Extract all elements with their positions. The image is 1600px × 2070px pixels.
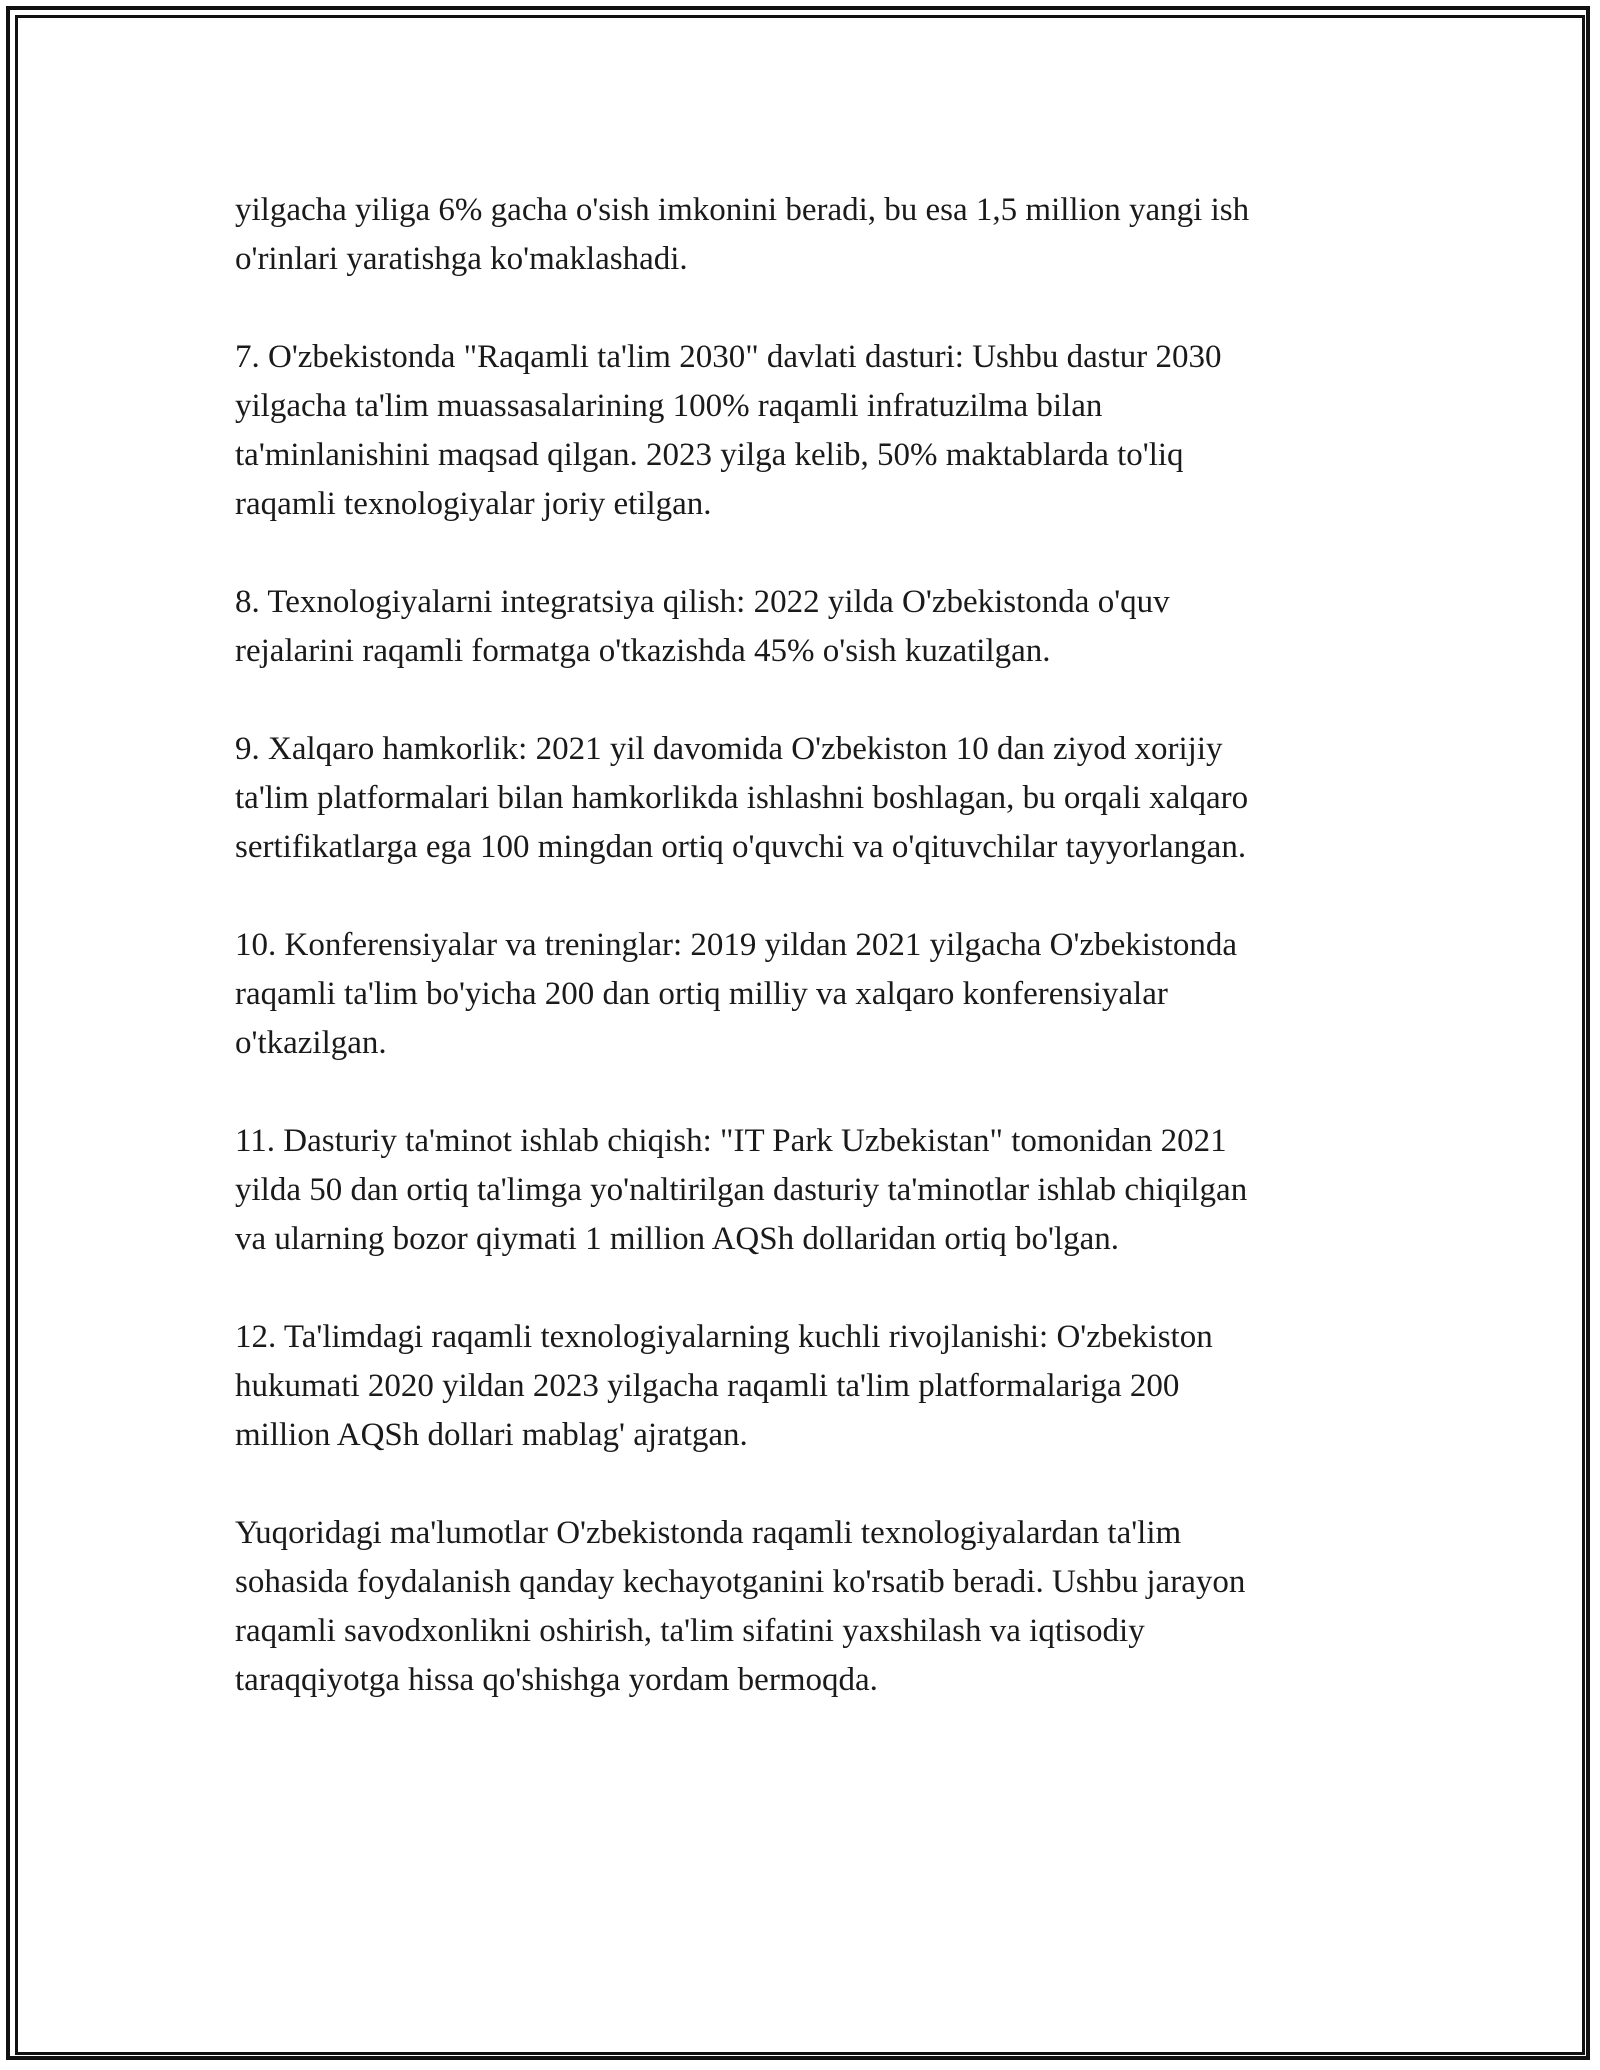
text-line: rejalarini raqamli formatga o'tkazishda 45% o'sish kuzatilgan. bbox=[235, 633, 1051, 669]
text-line: 8. Texnologiyalarni integratsiya qilish: 2022 yilda O'zbekistonda o'quv bbox=[235, 584, 1170, 620]
text-line: o'tkazilgan. bbox=[235, 1025, 387, 1061]
paragraph-conclusion bbox=[235, 1509, 1385, 1705]
text-line: yilda 50 dan ortiq ta'limga yo'naltirilgan dasturiy ta'minotlar ishlab chiqilgan bbox=[235, 1172, 1248, 1208]
text-line: sertifikatlarga ega 100 mingdan ortiq o'quvchi va o'qituvchilar tayyorlangan. bbox=[235, 829, 1247, 865]
text-line: sohasida foydalanish qanday kechayotganini ko'rsatib beradi. Ushbu jarayon bbox=[235, 1564, 1246, 1600]
text-line: 10. Konferensiyalar va treninglar: 2019 yildan 2021 yilgacha O'zbekistonda bbox=[235, 927, 1238, 963]
text-line: Yuqoridagi ma'lumotlar O'zbekistonda raqamli texnologiyalardan ta'lim bbox=[235, 1515, 1182, 1551]
paragraph-item-8 bbox=[235, 578, 1385, 676]
paragraph-item-9 bbox=[235, 725, 1385, 872]
paragraph-item-12 bbox=[235, 1313, 1385, 1460]
text-line: 7. O'zbekistonda "Raqamli ta'lim 2030" davlati dasturi: Ushbu dastur 2030 bbox=[235, 339, 1222, 375]
text-line: raqamli texnologiyalar joriy etilgan. bbox=[235, 486, 712, 522]
text-line: yilgacha yiliga 6% gacha o'sish imkonini beradi, bu esa 1,5 million yangi ish bbox=[235, 192, 1250, 228]
text-line: hukumati 2020 yildan 2023 yilgacha raqamli ta'lim platformalariga 200 bbox=[235, 1368, 1180, 1404]
text-line: 9. Xalqaro hamkorlik: 2021 yil davomida O'zbekiston 10 dan ziyod xorijiy bbox=[235, 731, 1223, 767]
text-line: ta'lim platformalari bilan hamkorlikda ishlashni boshlagan, bu orqali xalqaro bbox=[235, 780, 1249, 816]
paragraph-item-11 bbox=[235, 1117, 1385, 1264]
document-body bbox=[235, 186, 1385, 1754]
text-line: va ularning bozor qiymati 1 million AQSh dollaridan ortiq bo'lgan. bbox=[235, 1221, 1119, 1257]
paragraph-intro-continuation bbox=[235, 186, 1385, 284]
text-line: taraqqiyotga hissa qo'shishga yordam bermoqda. bbox=[235, 1662, 878, 1698]
text-line: yilgacha ta'lim muassasalarining 100% raqamli infratuzilma bilan bbox=[235, 388, 1103, 424]
text-line: o'rinlari yaratishga ko'maklashadi. bbox=[235, 241, 688, 277]
text-line: raqamli ta'lim bo'yicha 200 dan ortiq milliy va xalqaro konferensiyalar bbox=[235, 976, 1168, 1012]
text-line: million AQSh dollari mablag' ajratgan. bbox=[235, 1417, 748, 1453]
text-line: 12. Ta'limdagi raqamli texnologiyalarning kuchli rivojlanishi: O'zbekiston bbox=[235, 1319, 1213, 1355]
text-line: raqamli savodxonlikni oshirish, ta'lim sifatini yaxshilash va iqtisodiy bbox=[235, 1613, 1145, 1649]
paragraph-item-10 bbox=[235, 921, 1385, 1068]
text-line: ta'minlanishini maqsad qilgan. 2023 yilga kelib, 50% maktablarda to'liq bbox=[235, 437, 1184, 473]
text-line: 11. Dasturiy ta'minot ishlab chiqish: "IT Park Uzbekistan" tomonidan 2021 bbox=[235, 1123, 1227, 1159]
paragraph-item-7 bbox=[235, 333, 1385, 529]
